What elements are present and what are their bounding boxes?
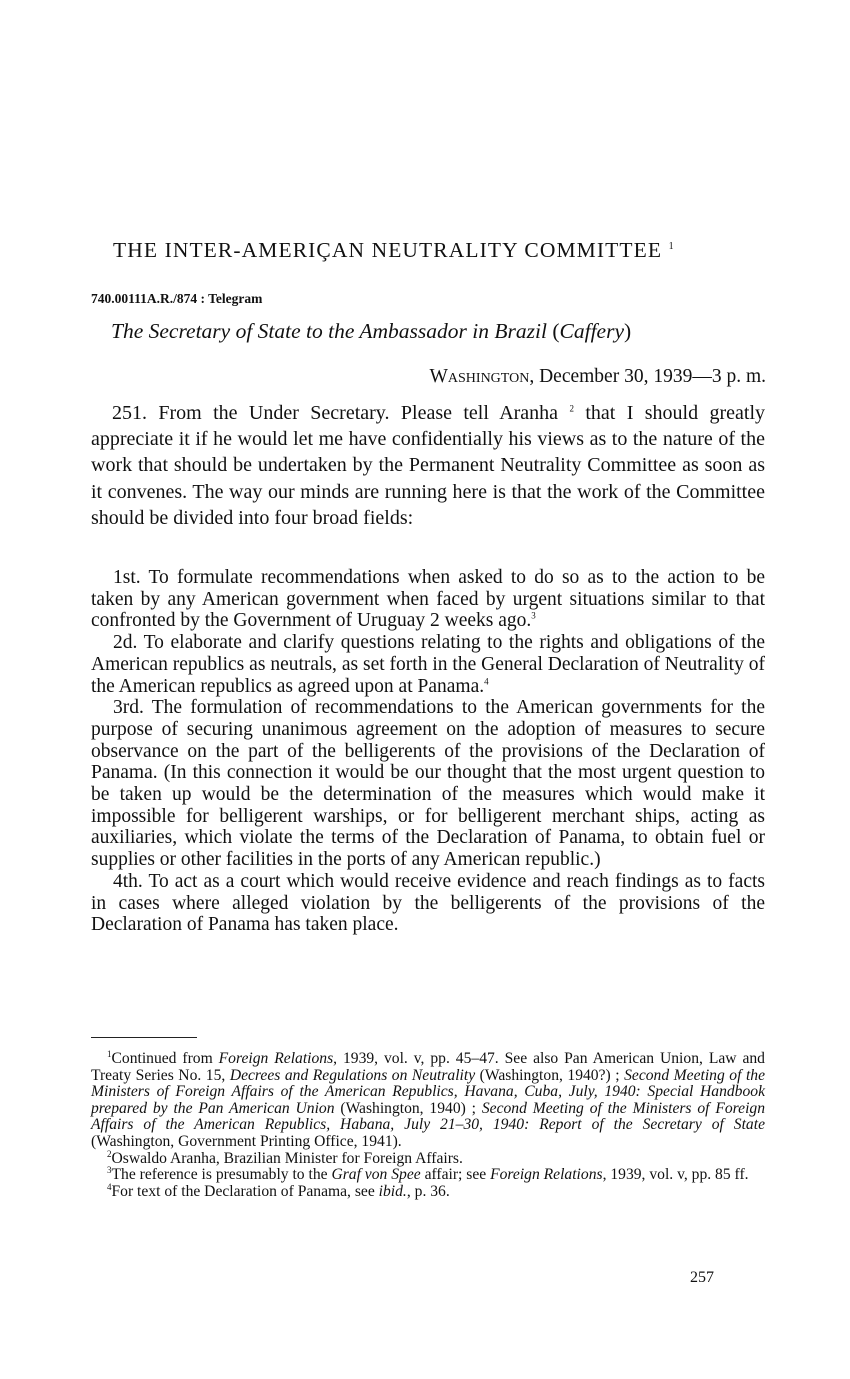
document-heading: The Secretary of State to the Ambassador in Brazil (Caffery)	[111, 319, 632, 343]
dateline-date: , December 30, 1939—3 p. m.	[529, 366, 766, 387]
footnote-marker: 4	[484, 676, 489, 687]
footnote-4: $^4$For text of the Declaration of Panama, see ibid., p. 36.	[107, 1181, 450, 1200]
title-text: THE INTER-AMERIÇAN NEUTRALITY COMMITTEE	[113, 238, 663, 262]
footnote-3: $^3$The reference is presumably to the Graf von Spee affair; see Foreign Relations, 1939, vol. v, pp. 85 ff.	[107, 1164, 749, 1184]
list-item-third: 3rd. The formulation of recommendations to the American governments for the purpose of securing unanimous agreement on the adoption of measures to secure observance on the part of the belligerents of the provisions of the Declaration of Panama. (In this connection it would be our thought that the most urgent question to be taken up would be the determination of the measures which would make it impossible for belligerent warships, or for belligerent merchant ships, acting as auxiliaries, which violate the terms of the Declaration of Panama, to obtain fuel or supplies or other facilities in the ports of any American republic.)	[91, 697, 765, 871]
telegram-intro	[91, 400, 765, 531]
dateline-place: Washington	[429, 366, 530, 387]
heading-name: Caffery	[559, 319, 624, 343]
page-number: 257	[690, 1269, 714, 1286]
footnotes	[91, 1048, 765, 1200]
footnote-marker: 1	[668, 240, 675, 252]
list-item-fourth: 4th. To act as a court which would receive evidence and reach findings as to facts in cases where alleged violation by the belligerents of the provisions of the Declaration of Panama has taken place.	[91, 870, 765, 936]
dateline	[430, 366, 767, 388]
footnote-marker: 3	[531, 610, 536, 621]
fields-list	[91, 567, 765, 936]
footnote-divider	[91, 1037, 197, 1038]
intro-paragraph: 251. From the Under Secretary. Please tell Aranha $^2$ that I should greatly appreciate it if he would let me have confidentially his views as to the nature of the work that should be undertaken by the Permanent Neutrality Committee as soon as it convenes. The way our minds are running here is that the work of the Committee should be divided into four broad fields:	[91, 402, 765, 529]
heading-main: The Secretary of State to the Ambassador in Brazil	[111, 319, 547, 343]
list-item-second: 2d. To elaborate and clarify questions relating to the rights and obligations of the American republics as neutrals, as set forth in the General Declaration of Neutrality of the American republics as agreed upon at Panama.$^4$	[91, 632, 765, 697]
file-reference: 740.00111A.R./874 : Telegram	[91, 291, 263, 306]
page-title	[113, 238, 773, 263]
footnote-1: $^1$Continued from Foreign Relations, 1939, vol. v, pp. 45–47. See also Pan American Union, Law and Treaty Series No. 15, Decrees and Regulations on Neutrality (Washington, 1940?) ; Second Meeting of the Ministers of Foreign Affairs of the American Republics, Havana, Cuba, July, 1940: Special Handbook prepared by the Pan American Union (Washington, 1940) ; Second Meeting of the Ministers of Foreign Affairs of the American Republics, Habana, July 21–30, 1940: Report of the Secretary of State (Washington, Government Printing Office, 1941).	[91, 1048, 765, 1150]
footnote-2: $^2$Oswaldo Aranha, Brazilian Minister for Foreign Affairs.	[107, 1148, 463, 1167]
list-item-first: 1st. To formulate recommendations when asked to do so as to the action to be taken by any American government when faced by urgent situations similar to that confronted by the Government of Uruguay 2 weeks ago.$^3$	[91, 567, 765, 632]
footnote-marker: 2	[569, 403, 574, 414]
document-page	[91, 0, 765, 1379]
